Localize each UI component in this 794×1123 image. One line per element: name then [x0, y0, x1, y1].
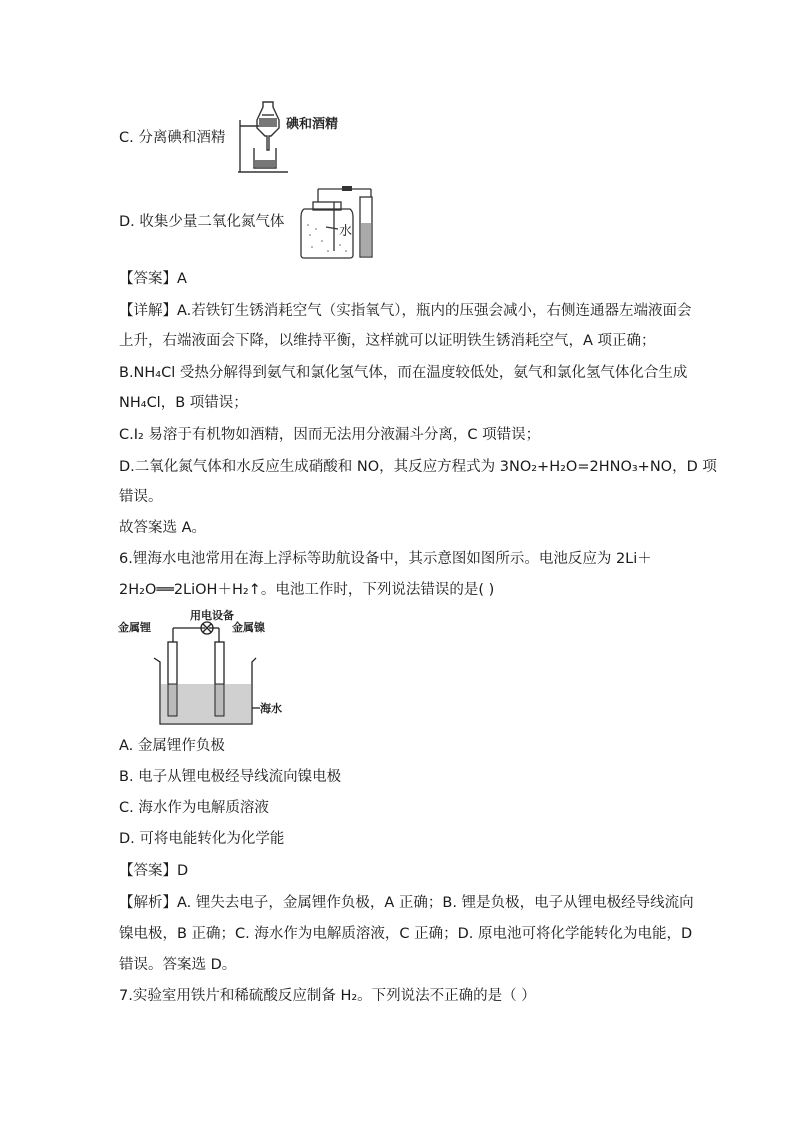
q6-option-a: A. 金属锂作负极	[119, 738, 225, 754]
option-d: D. 收集少量二氧化氮气体	[119, 214, 285, 230]
device-label: 用电设备	[190, 609, 234, 622]
lithium-label: 金属锂	[118, 621, 151, 634]
q7-stem: 7.实验室用铁片和稀硫酸反应制备 H₂。下列说法不正确的是（ ）	[119, 988, 536, 1004]
detail-line-6: D.二氧化氮气体和水反应生成硝酸和 NO，其反应方程式为 3NO₂+H₂O=2HNO₃+NO，D 项	[119, 459, 717, 475]
q6-option-c: C. 海水作为电解质溶液	[119, 800, 269, 816]
seawater-label: 海水	[260, 702, 282, 715]
battery-figure	[116, 608, 286, 728]
detail-line-7: 错误。	[119, 489, 163, 505]
option-c: C. 分离碘和酒精	[119, 130, 226, 146]
q6-stem-2: 2H₂O══2LiOH＋H₂↑。电池工作时，下列说法错误的是( )	[119, 582, 495, 598]
gas-collection-figure	[298, 183, 378, 261]
detail-line-5: C.I₂ 易溶于有机物如酒精，因而无法用分液漏斗分离，C 项错误；	[119, 427, 541, 443]
q6-analysis-2: 镍电极，B 正确；C. 海水作为电解质溶液，C 正确；D. 原电池可将化学能转化为电能，D	[119, 926, 693, 942]
q6-answer: 【答案】D	[119, 863, 189, 879]
q6-option-d: D. 可将电能转化为化学能	[119, 831, 285, 847]
q6-analysis-1: 【解析】A. 锂失去电子，金属锂作负极，A 正确；B. 锂是负极，电子从锂电极经导线流向	[119, 895, 694, 911]
answer-1: 【答案】A	[119, 271, 187, 287]
detail-line-3: B.NH₄Cl 受热分解得到氨气和氯化氢气体，而在温度较低处，氨气和氯化氢气体化合生成	[119, 365, 688, 381]
detail-line-8: 故答案选 A。	[119, 520, 207, 536]
nickel-label: 金属镍	[232, 621, 265, 634]
detail-line-1: 【详解】A.若铁钉生锈消耗空气（实指氧气），瓶内的压强会减小，右侧连通器左端液面会	[119, 303, 692, 319]
figure-label-iodine-alcohol: 碘和酒精	[286, 117, 339, 132]
detail-line-2: 上升，右端液面会下降，以维持平衡，这样就可以证明铁生锈消耗空气，A 项正确；	[119, 333, 656, 349]
q6-analysis-3: 错误。答案选 D。	[119, 957, 237, 973]
detail-line-4: NH₄Cl，B 项错误；	[119, 395, 248, 411]
q6-stem-1: 6.锂海水电池常用在海上浮标等助航设备中，其示意图如图所示。电池反应为 2Li＋	[119, 551, 652, 567]
figure-label-water: 水	[339, 224, 353, 239]
q6-option-b: B. 电子从锂电极经导线流向镍电极	[119, 769, 342, 785]
separation-funnel-figure	[232, 98, 382, 178]
